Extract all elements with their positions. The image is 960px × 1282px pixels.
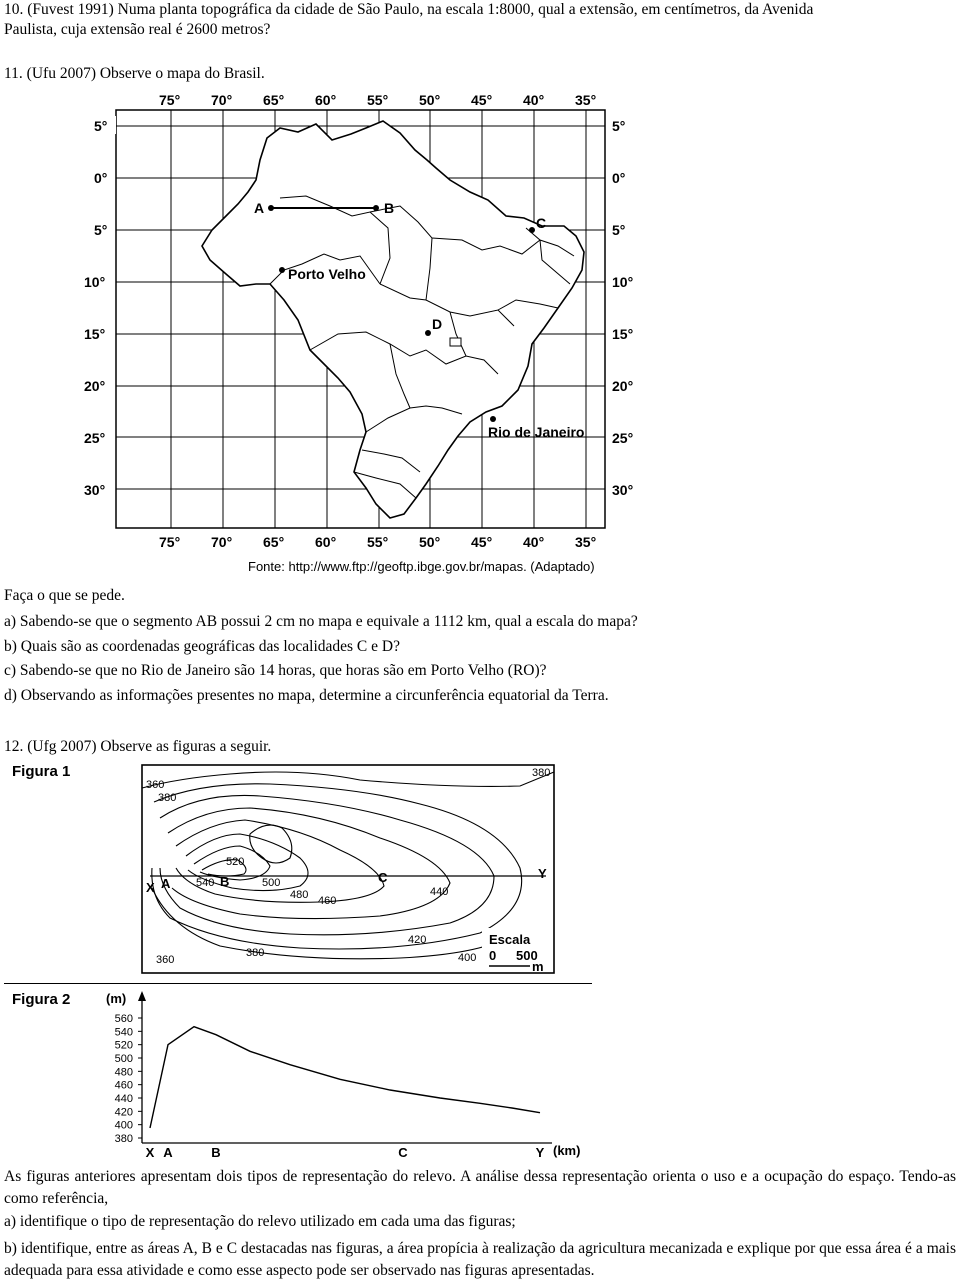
- rio-dot: [490, 416, 496, 422]
- lon-label-45: 45°: [471, 92, 493, 108]
- contour-380-bottom: 380: [246, 947, 265, 959]
- point-b-dot: [373, 205, 379, 211]
- q11-item-b: b) Quais são as coordenadas geográficas das localidades C e D?: [4, 638, 400, 655]
- fig2-ytick-label: 420: [114, 1106, 133, 1119]
- scale-zero: 0: [489, 948, 497, 963]
- lat-left-10: 10°: [84, 274, 106, 290]
- rio-label: Rio de Janeiro: [488, 424, 585, 440]
- fig2-ytick-label: 400: [114, 1119, 133, 1132]
- fig1-label: Figura 1: [12, 763, 71, 780]
- brazil-map: [70, 88, 650, 578]
- contour-540: 540: [196, 877, 215, 889]
- q11-item-a: a) Sabendo-se que o segmento AB possui 2 cm no mapa e equivale a 1112 km, qual a escala do mapa?: [4, 613, 638, 630]
- fig2-xtick-label: X: [145, 1145, 155, 1160]
- q11-title: 11. (Ufu 2007) Observe o mapa do Brasil.: [4, 65, 265, 82]
- contour-380-left: 380: [158, 792, 177, 804]
- lat-left-25: 25°: [84, 430, 106, 446]
- lat-left-5n: 5°: [94, 118, 108, 134]
- fig2-label: Figura 2: [12, 991, 71, 1008]
- lat-left-20: 20°: [84, 378, 106, 394]
- fig1-point-c: C: [378, 870, 388, 885]
- contour-440: 440: [430, 886, 449, 898]
- right-latitude-labels: [612, 118, 633, 498]
- lon-label-65: 65°: [263, 92, 285, 108]
- point-a-dot: [268, 205, 274, 211]
- q12-item-b: b) identifique, entre as áreas A, B e C destacadas nas figuras, a área propícia à realização da agricultura mecanizada e explique por que essa área é a mais adequada para essa atividade e como esse aspecto pode ser observado nas figuras apresentadas.: [4, 1240, 956, 1279]
- q12-item-a: a) identifique o tipo de representação do relevo utilizado em cada uma das figuras;: [4, 1213, 516, 1230]
- svg-text:75°: 75°: [159, 534, 181, 550]
- top-longitude-labels: [159, 92, 596, 108]
- federal-district: [450, 338, 461, 346]
- figure-divider: [4, 983, 592, 984]
- svg-text:25°: 25°: [612, 430, 634, 446]
- fig2-ytick-label: 380: [114, 1133, 133, 1145]
- fig1-point-y: Y: [538, 866, 547, 881]
- fig2-xtick-label: B: [211, 1145, 221, 1160]
- q10-line1: 10. (Fuvest 1991) Numa planta topográfica da cidade de São Paulo, na escala 1:8000, qual a extensão, em centímetros, da Avenida: [4, 1, 814, 18]
- porto-velho-dot: [279, 267, 285, 273]
- contour-460: 460: [318, 895, 337, 907]
- lat-left-30: 30°: [84, 482, 106, 498]
- fig2-yaxis-arrow: [138, 991, 146, 1001]
- q10-line2: Paulista, cuja extensão real é 2600 metros?: [4, 21, 271, 38]
- lon-label-50: 50°: [419, 92, 441, 108]
- svg-text:65°: 65°: [263, 534, 285, 550]
- scale-unit: m: [532, 959, 544, 974]
- q12-title: 12. (Ufg 2007) Observe as figuras a seguir.: [4, 738, 272, 755]
- svg-text:10°: 10°: [612, 274, 634, 290]
- fig1-point-a: A: [161, 876, 171, 891]
- svg-text:20°: 20°: [612, 378, 634, 394]
- fig2-xunit: (km): [553, 1143, 581, 1158]
- lat-left-0: 0°: [94, 170, 108, 186]
- brazil-outline: [202, 121, 584, 518]
- fig2-ytick-label: 440: [114, 1093, 133, 1105]
- left-latitude-labels: [84, 116, 116, 498]
- contour-360-top: 360: [146, 779, 165, 791]
- svg-text:0°: 0°: [612, 170, 626, 186]
- svg-text:40°: 40°: [523, 534, 545, 550]
- q11-item-d: d) Observando as informações presentes no mapa, determine a circunferência equatorial da Terra.: [4, 687, 609, 704]
- svg-text:60°: 60°: [315, 534, 337, 550]
- contour-500: 500: [262, 877, 281, 889]
- point-c-label: C: [536, 215, 547, 231]
- q11-item-c: c) Sabendo-se que no Rio de Janeiro são 14 horas, que horas são em Porto Velho (RO)?: [4, 662, 547, 679]
- svg-text:15°: 15°: [612, 326, 634, 342]
- porto-velho-label: Porto Velho: [288, 266, 366, 282]
- contour-360-bottom: 360: [156, 954, 175, 966]
- bottom-longitude-labels: [159, 534, 596, 550]
- contour-520: 520: [226, 856, 245, 868]
- fig1-point-b: B: [220, 874, 230, 889]
- svg-text:30°: 30°: [612, 482, 634, 498]
- svg-text:70°: 70°: [211, 534, 233, 550]
- fig2-ytick-label: 560: [114, 1013, 133, 1025]
- fig2-yunit: (m): [106, 991, 127, 1006]
- contour-380-right: 380: [532, 767, 551, 779]
- svg-text:5°: 5°: [612, 118, 626, 134]
- fig2-xtick-label: C: [398, 1145, 408, 1160]
- contour-400: 400: [458, 952, 477, 964]
- svg-text:45°: 45°: [471, 534, 493, 550]
- point-c-dot: [529, 227, 535, 233]
- fig2-profile-line: [150, 1027, 540, 1128]
- fig2-ytick-label: 540: [114, 1026, 133, 1039]
- contour-480: 480: [290, 889, 309, 901]
- point-a-label: A: [254, 200, 265, 216]
- fig2-ytick-label: 460: [114, 1079, 133, 1092]
- lat-left-15: 15°: [84, 326, 106, 342]
- figure-1-contour-map: [0, 758, 600, 980]
- lon-label-40: 40°: [523, 92, 545, 108]
- fig2-ytick-label: 480: [114, 1066, 133, 1079]
- scale-500: 500: [516, 948, 538, 963]
- lon-label-60: 60°: [315, 92, 337, 108]
- lon-label-75: 75°: [159, 92, 181, 108]
- point-b-label: B: [384, 200, 395, 216]
- svg-text:55°: 55°: [367, 534, 389, 550]
- lon-label-70: 70°: [211, 92, 233, 108]
- q12-paragraph: As figuras anteriores apresentam dois tipos de representação do relevo. A análise dessa representação orienta o uso e a ocupação do espaço. Tendo-as como referência,: [4, 1168, 956, 1207]
- fig2-ytick-label: 520: [114, 1039, 133, 1052]
- lat-left-5s: 5°: [94, 222, 108, 238]
- fig2-xtick-label: Y: [535, 1145, 545, 1160]
- point-d-label: D: [432, 316, 443, 332]
- scale-title: Escala: [489, 932, 531, 947]
- svg-text:35°: 35°: [575, 534, 597, 550]
- svg-text:5°: 5°: [612, 222, 626, 238]
- fig2-xtick-label: A: [163, 1145, 173, 1160]
- lon-label-35: 35°: [575, 92, 597, 108]
- fig2-ytick-label: 500: [114, 1053, 133, 1065]
- svg-text:50°: 50°: [419, 534, 441, 550]
- contour-420: 420: [408, 934, 427, 946]
- figure-2-elevation-profile: [0, 985, 600, 1163]
- lon-label-55: 55°: [367, 92, 389, 108]
- point-d-dot: [425, 330, 431, 336]
- q11-intro: Faça o que se pede.: [4, 587, 125, 604]
- fig1-point-x: X: [146, 880, 155, 895]
- map-source: Fonte: http://www.ftp://geoftp.ibge.gov.br/mapas. (Adaptado): [248, 559, 595, 574]
